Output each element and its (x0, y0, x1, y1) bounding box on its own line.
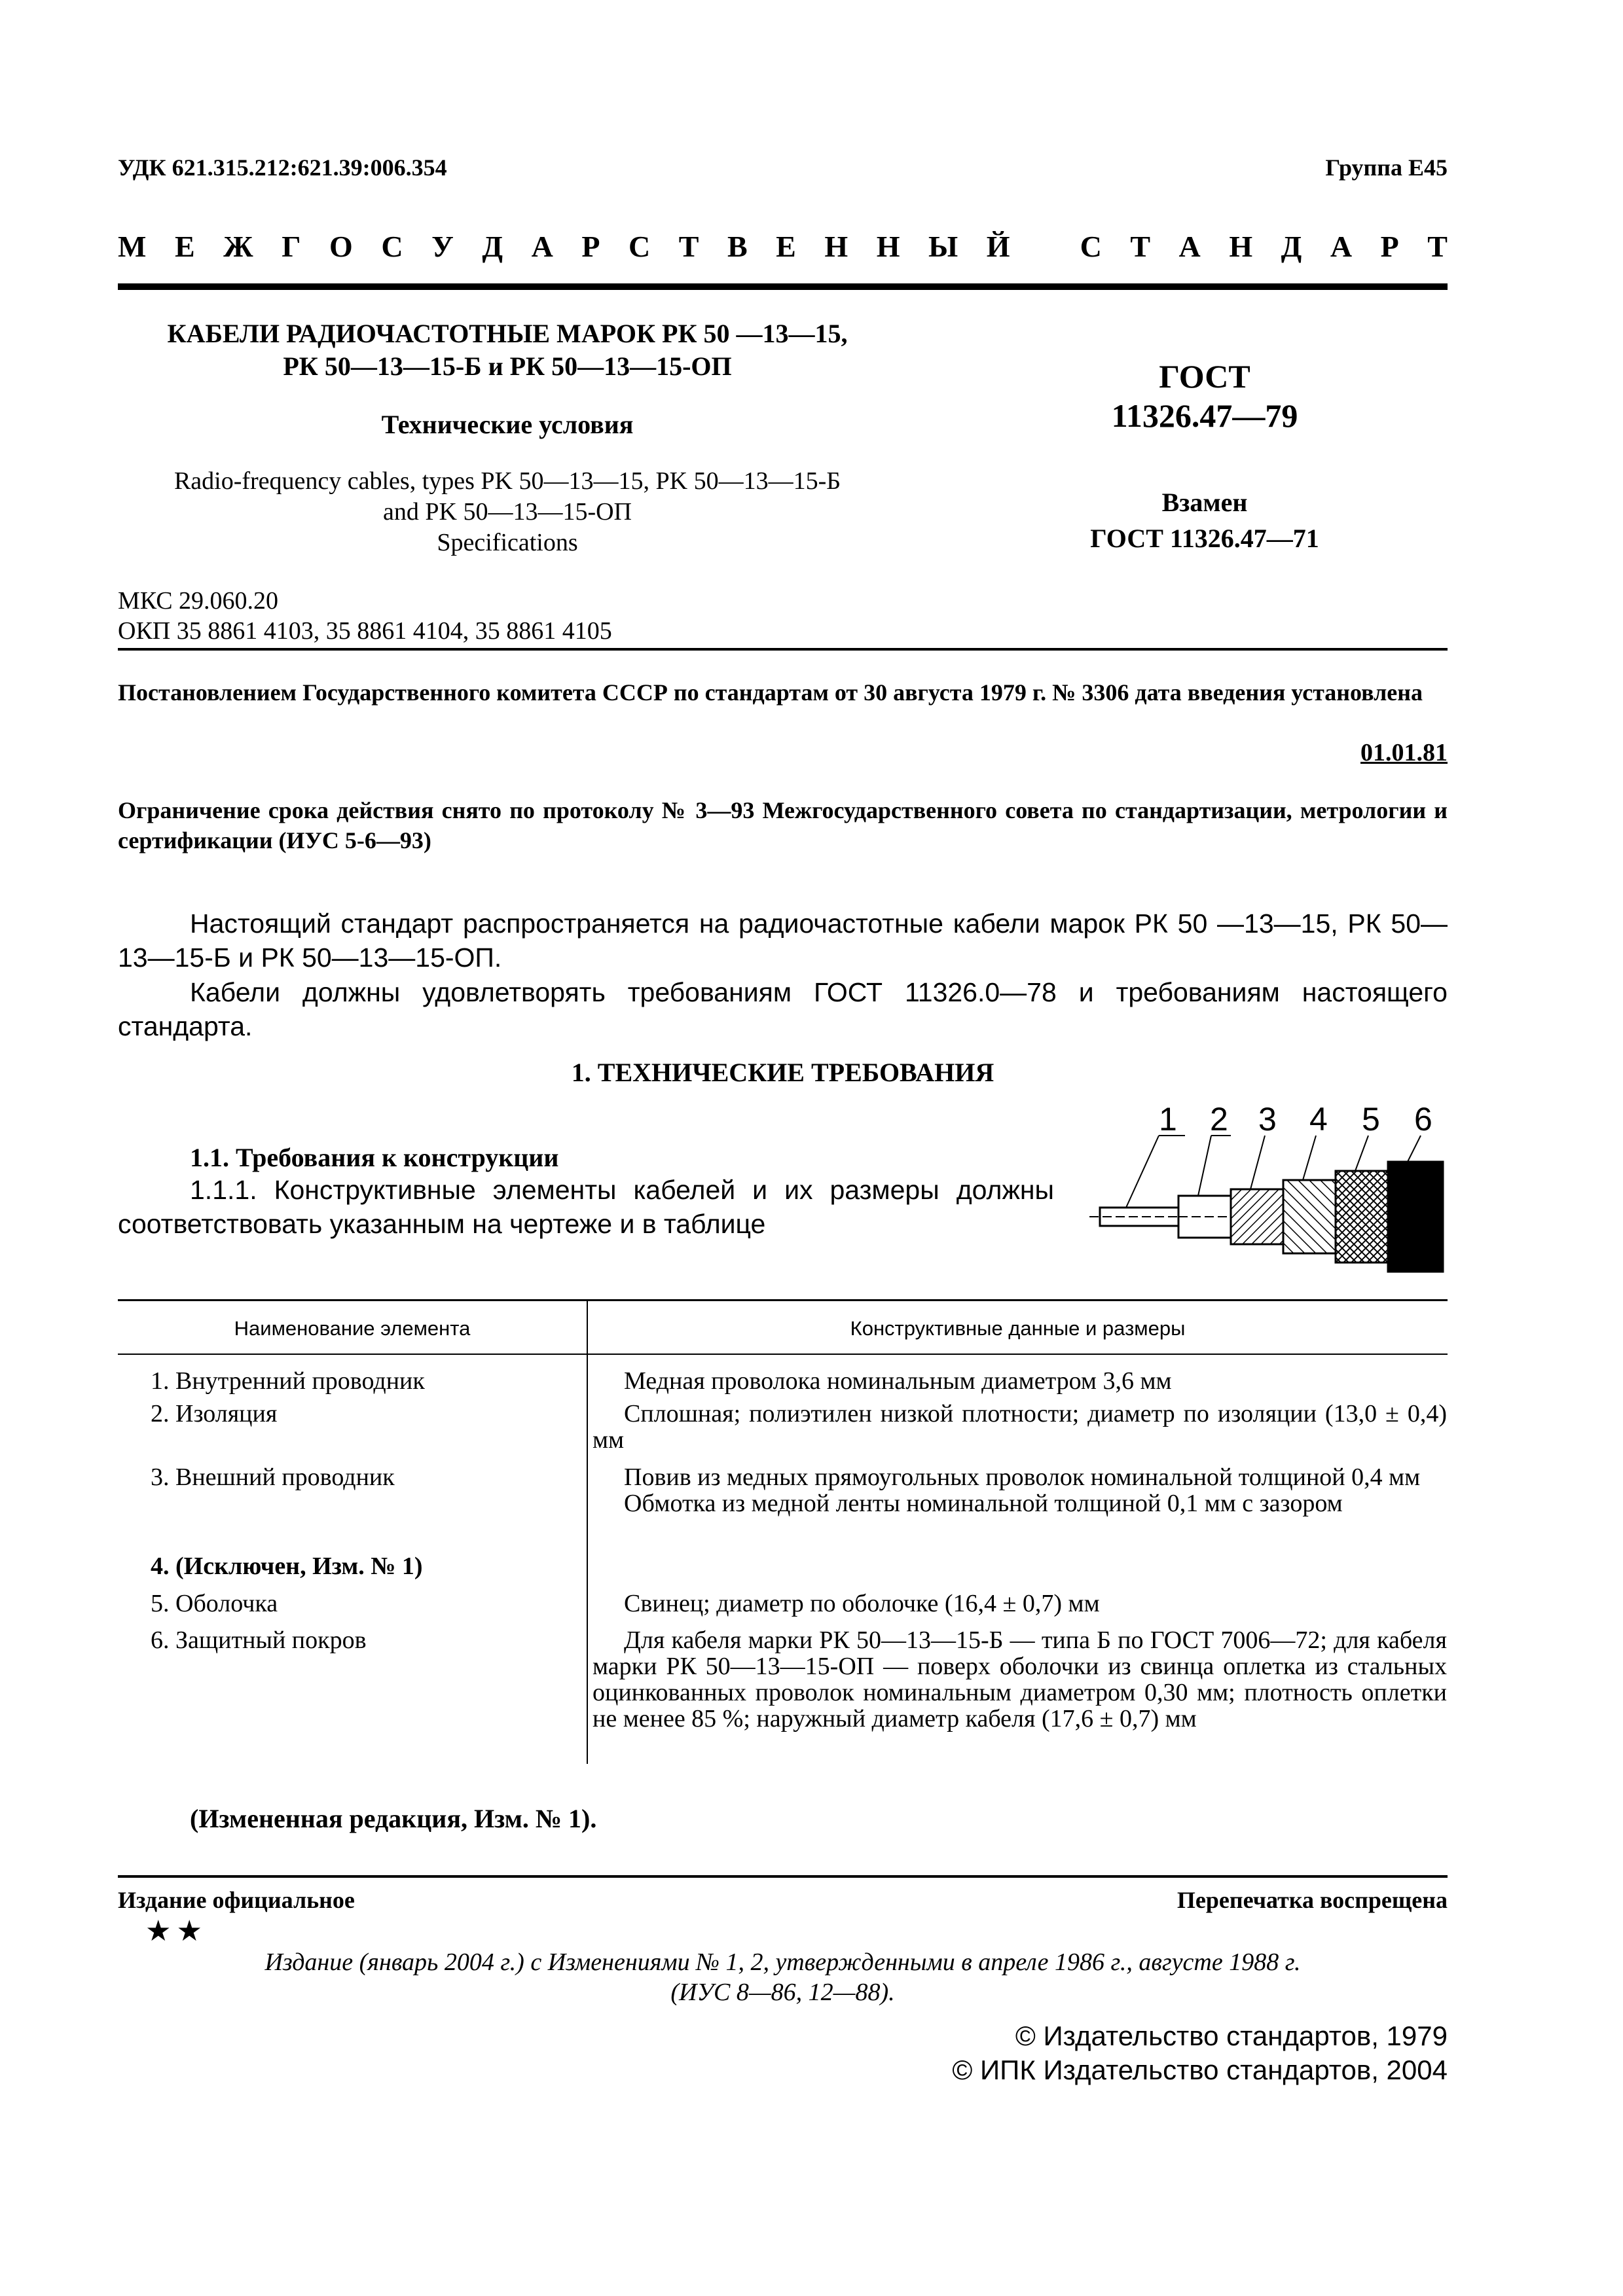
table-header-data: Конструктивные данные и размеры (850, 1317, 1186, 1340)
heading-letter: Т (678, 230, 699, 263)
table-row-5-desc (593, 1590, 1447, 1617)
edition-line-2: (ИУС 8—86, 12—88). (670, 1979, 895, 2006)
amended-note: (Измененная редакция, Изм. № 1). (190, 1804, 597, 1833)
heading-letter: М (118, 230, 147, 263)
replaces-label: Взамен (1161, 488, 1248, 517)
mks-code: МКС 29.060.20 (118, 587, 279, 615)
table-row-2-desc (593, 1401, 1447, 1453)
diagram-label-3: 3 (1258, 1103, 1277, 1138)
diagram-label-4: 4 (1309, 1103, 1328, 1138)
intro-paragraph-2: Кабели должны удовлетворять требованиям ГОСТ 11326.0—78 и требованиям настоящего стандарта. (118, 977, 1448, 1041)
gost-number: 11326.47—79 (1111, 397, 1298, 434)
table-row-3-desc-line-1: Повив из медных прямоугольных проволок номинальной толщиной 0,4 мм (624, 1463, 1421, 1491)
heading-letter: Н (824, 230, 848, 263)
heading-letter: Е (776, 230, 796, 263)
diagram-label-2: 2 (1210, 1103, 1228, 1138)
table-row-2-desc-line: Сплошная; полиэтилен низкой плотности; диаметр по изоляции (13,0 ± 0,4) мм (593, 1400, 1447, 1454)
english-title (118, 466, 897, 558)
table-row-6-name: 6. Защитный покров (151, 1626, 367, 1654)
reprint-prohibited: Перепечатка воспрещена (1176, 1887, 1448, 1913)
classification-codes (118, 586, 612, 646)
cable-cross-section-diagram (1087, 1103, 1453, 1273)
copyright-block (952, 2019, 1448, 2087)
table-row-3-desc (593, 1464, 1447, 1516)
table-row-1-name: 1. Внутренний проводник (151, 1367, 425, 1395)
table-row-1-desc (593, 1368, 1447, 1394)
table-row-6-desc (593, 1627, 1447, 1732)
subsection-heading-1-1: 1.1. Требования к конструкции (190, 1143, 559, 1172)
heading-letter: Ж (223, 230, 253, 263)
document-title (118, 317, 897, 383)
heading-letter: Р (1380, 230, 1399, 263)
table-row-1-desc-line: Медная проволока номинальным диаметром 3,6 мм (624, 1367, 1172, 1395)
group-code: Группа Е45 (1325, 154, 1448, 181)
edition-line-1: Издание (январь 2004 г.) с Изменениями № 1, 2, утвержденными в апреле 1986 г., августе 1988 г. (264, 1948, 1301, 1976)
copyright-1: © Издательство стандартов, 1979 (1015, 2020, 1448, 2051)
heading-letter: С (628, 230, 651, 263)
rule-under-codes (118, 648, 1448, 651)
heading-letter: О (329, 230, 353, 263)
heading-letter: Т (1130, 230, 1151, 263)
english-title-line-2: and PK 50—13—15-ОП (383, 498, 632, 526)
diagram-label-5: 5 (1362, 1103, 1380, 1138)
heading-letter: А (531, 230, 553, 263)
copyright-2: © ИПК Издательство стандартов, 2004 (952, 2054, 1448, 2085)
table-row-5-desc-line: Свинец; диаметр по оболочке (16,4 ± 0,7) мм (624, 1590, 1100, 1617)
gost-designation (1021, 357, 1388, 435)
english-title-line-3: Specifications (437, 529, 578, 556)
subtitle: Технические условия (381, 410, 634, 439)
top-rule (118, 283, 1448, 290)
table-row-3-desc-line-2: Обмотка из медной ленты номинальной толщиной 0,1 мм с зазором (624, 1490, 1343, 1517)
heading-letter: А (1178, 230, 1201, 263)
diagram-label-1: 1 (1159, 1103, 1177, 1138)
udk-code: УДК 621.315.212:621.39:006.354 (118, 154, 447, 181)
protective-cover-shape (1388, 1162, 1443, 1272)
paragraph-1-1-1: 1.1.1. Конструктивные элементы кабелей и их размеры должны соответствовать указанным на чертеже и в таблице (118, 1175, 1054, 1239)
heading-letter: Ы (928, 230, 958, 263)
edition-note (118, 1947, 1448, 2007)
section-heading-1: 1. ТЕХНИЧЕСКИЕ ТРЕБОВАНИЯ (571, 1058, 994, 1087)
standard-type-heading (118, 229, 1448, 264)
table-column-divider (587, 1299, 588, 1764)
official-edition: Издание официальное (118, 1887, 355, 1913)
okp-code: ОКП 35 8861 4103, 35 8861 4104, 35 8861 4105 (118, 617, 612, 645)
heading-letter: Н (1229, 230, 1253, 263)
outer-conductor-shape (1231, 1189, 1283, 1244)
table-row-4-name: 4. (Исключен, Изм. № 1) (151, 1552, 423, 1580)
limitation-text: Ограничение срока действия снято по протоколу № 3—93 Межгосударственного совета по стандартизации, метрологии и сертификации (ИУС 5-6—93) (118, 797, 1448, 853)
footer-rule (118, 1875, 1448, 1878)
introduction-date: 01.01.81 (1360, 739, 1448, 766)
tape-shape (1283, 1180, 1336, 1253)
heading-letter: У (431, 230, 454, 263)
english-title-line-1: Radio-frequency cables, types PK 50—13—15, PK 50—13—15-Б (173, 467, 841, 495)
intro-paragraph-1: Настоящий стандарт распространяется на радиочастотные кабели марок РК 50 —13—15, РК 50—13—15-Б и РК 50—13—15-ОП. (118, 908, 1448, 973)
heading-letter (1038, 229, 1051, 264)
heading-letter: Н (876, 230, 900, 263)
heading-letter: С (1080, 230, 1102, 263)
heading-letter: Д (482, 230, 503, 263)
diagram-label-6: 6 (1414, 1103, 1432, 1138)
sheath-shape (1336, 1171, 1388, 1263)
table-row-5-name: 5. Оболочка (151, 1590, 278, 1617)
heading-letter: А (1330, 230, 1353, 263)
heading-letter: С (381, 230, 403, 263)
decree-text: Постановлением Государственного комитета СССР по стандартам от 30 августа 1979 г. № 3306 дата введения установлена (118, 679, 1423, 706)
table-header-rule (118, 1354, 1448, 1355)
table-top-rule (118, 1299, 1448, 1301)
table-header-element: Наименование элемента (234, 1317, 471, 1340)
replaces-block (1021, 484, 1388, 556)
heading-letter: Р (581, 230, 600, 263)
heading-letter: Г (282, 230, 301, 263)
title-line-1: КАБЕЛИ РАДИОЧАСТОТНЫЕ МАРОК РК 50 —13—15, (167, 319, 848, 348)
heading-letter: Е (174, 230, 195, 263)
heading-letter: Т (1427, 230, 1448, 263)
heading-letter: В (727, 230, 748, 263)
gost-label: ГОСТ (1159, 358, 1250, 395)
heading-letter: Д (1281, 230, 1302, 263)
table-row-2-name: 2. Изоляция (151, 1400, 278, 1427)
stars-mark: ★★ (145, 1915, 208, 1947)
table-row-3-name: 3. Внешний проводник (151, 1463, 395, 1491)
heading-letter: Й (986, 230, 1010, 263)
replaces-standard: ГОСТ 11326.47—71 (1090, 524, 1319, 553)
title-line-2: РК 50—13—15-Б и РК 50—13—15-ОП (283, 351, 732, 381)
table-row-6-desc-line: Для кабеля марки РК 50—13—15-Б — типа Б по ГОСТ 7006—72; для кабеля марки РК 50—13—15-ОП — поверх оболочки из свинца оплетка из стальных оцинкованных проволок номинальным диаметром 0,30 мм; плотность оплетки не менее 85 %; наружный диаметр кабеля (17,6 ± 0,7) мм (593, 1626, 1447, 1732)
